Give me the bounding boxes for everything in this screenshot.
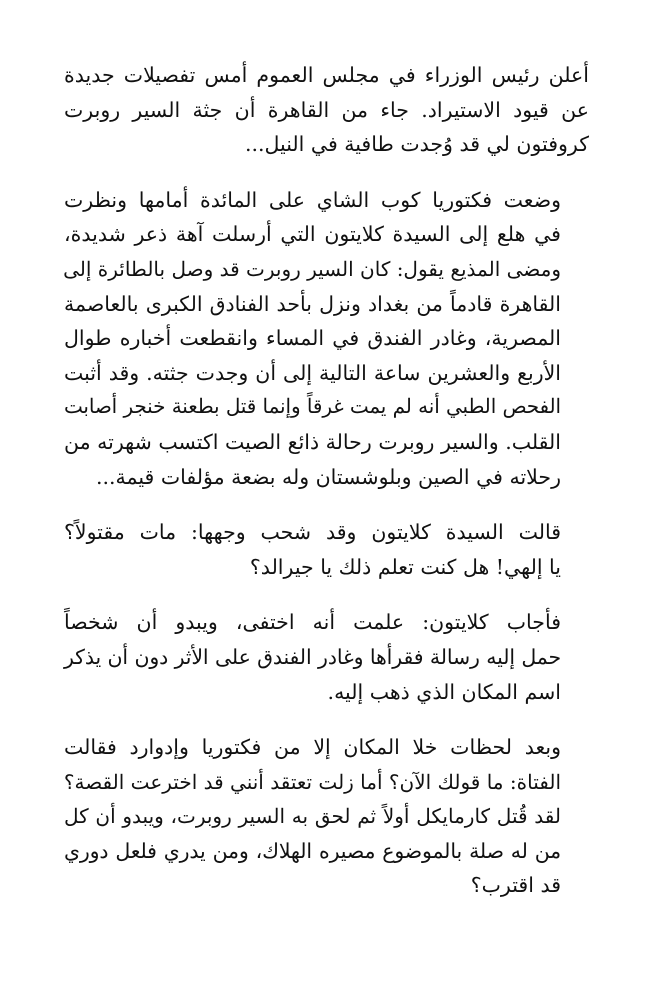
text-line: فأجاب كلايتون: علمت أنه اختفى، ويبدو أن شخصاً [64, 610, 561, 635]
text-line: الفحص الطبي أنه لم يمت غرقاً وإنما قتل بطعنة خنجر أصابت [64, 395, 561, 419]
text-line: وبعد لحظات خلا المكان إلا من فكتوريا وإدوارد فقالت [64, 735, 561, 760]
text-line: اسم المكان الذي ذهب إليه. [327, 679, 561, 704]
text-line: وضعت فكتوريا كوب الشاي على المائدة أمامها ونظرت [64, 187, 561, 212]
text-line: قد اقترب؟ [470, 873, 561, 898]
text-line: الفتاة: ما قولك الآن؟ أما زلت تعتقد أنني قد اخترعت القصة؟ [63, 769, 561, 794]
paragraph-mrs-clayton [64, 515, 589, 584]
text-line: حمل إليه رسالة فقرأها وغادر الفندق على الأثر دون أن يذكر [64, 644, 561, 669]
paragraph-victoria-reaction [64, 183, 589, 494]
book-page [64, 58, 589, 924]
text-line: من له صلة بالموضوع مصيره الهلاك، ومن يدري فلعل دوري [64, 838, 561, 863]
paragraph-clayton-reply [64, 605, 589, 709]
text-line: أعلن رئيس الوزراء في مجلس العموم أمس تفصيلات جديدة [64, 63, 589, 87]
text-line: المصرية، وغادر الفندق في المساء وانقطعت أخباره طوال [64, 326, 561, 351]
paragraph-news-bulletin [64, 58, 589, 162]
text-line: لقد قُتل كارمايكل أولاً ثم لحق به السير روبرت، ويبدو أن كل [64, 804, 561, 829]
text-line: ومضى المذيع يقول: كان السير روبرت قد وصل بالطائرة إلى [63, 256, 561, 281]
text-line: القلب. والسير روبرت رحالة ذائع الصيت اكتسب شهرته من [64, 429, 561, 454]
text-line: قالت السيدة كلايتون وقد شحب وجهها: مات مقتولاً؟ [64, 520, 561, 545]
text-line: كروفتون لي قد وُجدت طافية في النيل... [244, 132, 589, 157]
text-line: رحلاته في الصين وبلوشستان وله بضعة مؤلفات قيمة... [95, 464, 561, 489]
text-line: الأربع والعشرين ساعة التالية إلى أن وجدت جثته. وقد أثبت [64, 360, 561, 385]
text-line: عن قيود الاستيراد. جاء من القاهرة أن جثة السير روبرت [64, 97, 589, 122]
text-line: في هلع إلى السيدة كلايتون التي أرسلت آهة ذعر شديدة، [64, 222, 561, 247]
text-line: يا إلهي! هل كنت تعلم ذلك يا جيرالد؟ [249, 554, 561, 579]
paragraph-victoria-edward [64, 730, 589, 903]
text-line: القاهرة قادماً من بغداد ونزل بأحد الفنادق الكبرى بالعاصمة [64, 291, 561, 316]
